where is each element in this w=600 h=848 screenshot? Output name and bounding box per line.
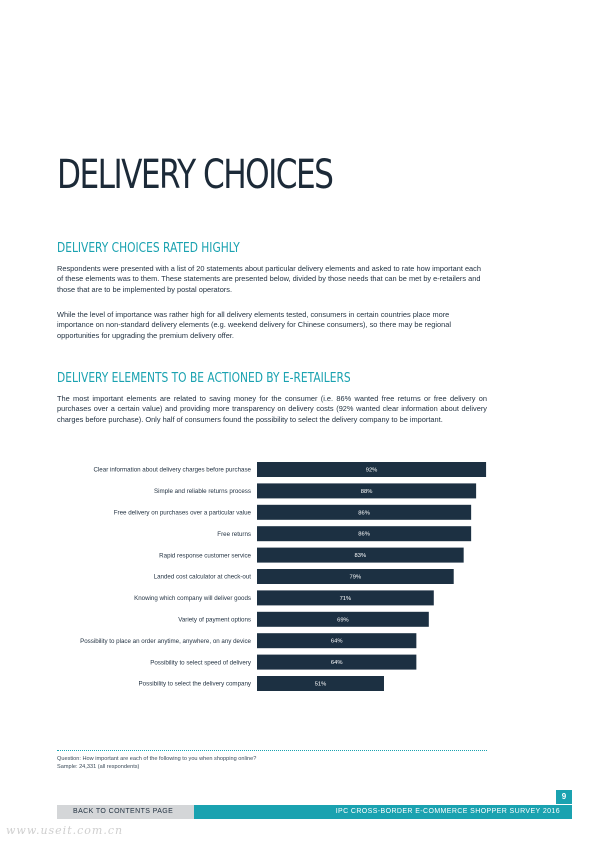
delivery-elements-bar-chart [0,455,600,700]
back-to-contents-link[interactable]: BACK TO CONTENTS PAGE [57,805,194,819]
bar-category-label: Possibility to select the delivery company [138,680,251,688]
bar-value-label: 88% [360,488,373,495]
watermark: www.useit.com.cn [6,824,124,837]
bar-value-label: 64% [330,660,343,667]
bar-category-label: Variety of payment options [178,616,251,624]
bar-category-label: Free returns [217,530,251,538]
e-retailers-paragraph: The most important elements are related to saving money for the consumer (i.e. 86% wanted free returns or free delivery on purchases over a certain value) and providing more transparency on delivery costs (92% wanted clear information about delivery charges before purchase). Only half of consumers found the possibility to select the delivery company to be important. [57,394,487,424]
bar-category-label: Clear information about delivery charges before purchase [93,466,251,474]
bar-category-label: Possibility to select speed of delivery [150,659,251,667]
survey-title-footer: IPC CROSS-BORDER E-COMMERCE SHOPPER SURVEY 2016 [194,805,572,819]
bar-category-label: Landed cost calculator at check-out [153,573,251,581]
bar-category-label: Possibility to place an order anytime, anywhere, on any device [80,637,251,645]
importance-paragraph: While the level of importance was rather high for all delivery elements tested, consumers in certain countries place more importance on non-standard delivery elements (e.g. weekend delivery for Chinese consumers), so there may be regional opportunities for upgrading the premium delivery offer. [57,310,451,340]
chart-sample-note: Sample: 24,331 (all respondents) [57,764,140,770]
chart-question-note: Question: How important are each of the following to you when shopping online? [57,756,257,762]
bar-value-label: 69% [337,617,349,624]
bar-category-label: Knowing which company will deliver goods [134,595,251,603]
bar-value-label: 71% [339,595,352,602]
bar-category-label: Free delivery on purchases over a particular value [113,509,251,517]
bar-value-label: 83% [354,553,367,560]
section-heading-rated-highly: DELIVERY CHOICES RATED HIGHLY [57,241,240,256]
bar-category-label: Simple and reliable returns process [154,488,251,496]
bar-value-label: 64% [330,638,343,645]
bar-category-label: Rapid response customer service [159,552,251,560]
bar-value-label: 86% [358,531,370,538]
section-heading-e-retailers: DELIVERY ELEMENTS TO BE ACTIONED BY E-RETAILERS [57,371,351,386]
bar-value-label: 79% [349,574,362,581]
note-divider [57,750,487,751]
bar-value-label: 86% [358,510,370,517]
bar-value-label: 51% [314,681,327,688]
page-title: DELIVERY CHOICES [57,152,333,198]
page-number: 9 [556,790,572,804]
intro-paragraph: Respondents were presented with a list of 20 statements about particular delivery elements and asked to rate how important each of these elements was to them. These statements are presented below, divided by those needs that can be met by e-retailers and those that are to be implemented by postal operators. [57,264,481,294]
bar-value-label: 92% [365,467,378,474]
